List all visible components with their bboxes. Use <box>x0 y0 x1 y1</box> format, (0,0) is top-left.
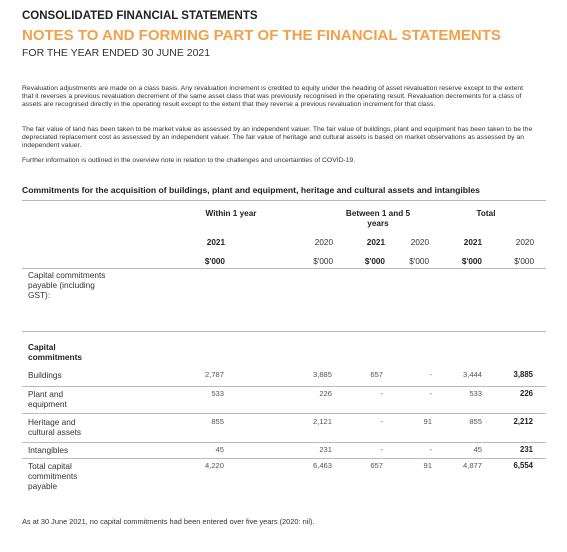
cell: 3,885 <box>513 370 533 379</box>
row-label: Plant and equipment <box>28 389 67 409</box>
cell: 45 <box>215 445 224 454</box>
cell: 2,121 <box>312 417 332 426</box>
cell: 6,463 <box>312 461 332 470</box>
cell: 3,885 <box>312 370 332 379</box>
cell: 533 <box>211 389 224 398</box>
unit-header: $'000 <box>461 257 482 266</box>
paragraph-revaluation: Revaluation adjustments are made on a class basis. Any revaluation increment is credited to equity under the heading of asset revaluation reserve except to the extent that it reverses a previous revaluation decrement of the same asset class that was previously recognised in the operating result. Revaluation decrements for a class of assets are recognised directly in the operating result except to the extent that they reverse a previous revaluation increment for that class. <box>22 85 523 109</box>
cell: - <box>429 445 432 454</box>
year-header: 2021 <box>463 238 482 247</box>
divider <box>22 268 546 269</box>
cell: 4,220 <box>204 461 224 470</box>
unit-header: $'000 <box>313 257 333 266</box>
page-title: NOTES TO AND FORMING PART OF THE FINANCIAL STATEMENTS <box>22 27 501 44</box>
cell: 3,444 <box>462 370 482 379</box>
cell: 231 <box>519 445 533 454</box>
year-header: 2021 <box>366 238 385 247</box>
cell: 91 <box>423 417 432 426</box>
row-label: Total capital commitments payable <box>28 461 78 491</box>
unit-header: $'000 <box>409 257 429 266</box>
footnote: As at 30 June 2021, no capital commitments had been entered over five years (2020: nil). <box>22 517 315 526</box>
header-title: CONSOLIDATED FINANCIAL STATEMENTS <box>22 10 258 22</box>
cell: 45 <box>473 445 482 454</box>
year-header: 2021 <box>206 238 225 247</box>
unit-header: $'000 <box>514 257 534 266</box>
unit-header: $'000 <box>364 257 385 266</box>
divider <box>22 331 546 332</box>
paragraph-covid: Further information is outlined in the overview note in relation to the challenges and uncertainties of COVID-19. <box>22 157 356 164</box>
cell: 657 <box>370 370 383 379</box>
table-row <box>0 413 567 443</box>
cell: 657 <box>370 461 383 470</box>
group-header-between-1-and-5-years: Between 1 and 5 years <box>345 209 411 228</box>
page-subtitle: FOR THE YEAR ENDED 30 JUNE 2021 <box>22 47 211 59</box>
section-title: Commitments for the acquisition of buildings, plant and equipment, heritage and cultural assets and intangibles <box>22 185 480 195</box>
year-header: 2020 <box>410 238 429 247</box>
cell: 2,212 <box>513 417 533 426</box>
cell: - <box>380 389 383 398</box>
cell: - <box>429 370 432 379</box>
divider <box>22 200 546 201</box>
cell: 4,877 <box>462 461 482 470</box>
year-header: 2020 <box>515 238 534 247</box>
section-label: Capital commitments <box>28 342 82 362</box>
cell: - <box>380 417 383 426</box>
paragraph-fair-value: The fair value of land has been taken to be market value as assessed by an independent valuer. The fair value of buildings, plant and equipment has been taken to be the depreciated replacement cost as assessed by an independent valuer. The fair value of heritage and cultural assets is based on market observations as assessed by an independent valuer. <box>22 126 533 150</box>
cell: 226 <box>519 389 533 398</box>
cell: - <box>380 445 383 454</box>
year-header: 2020 <box>314 238 333 247</box>
unit-header: $'000 <box>204 257 225 266</box>
cell: 91 <box>423 461 432 470</box>
group-header-within-1-year: Within 1 year <box>205 209 257 218</box>
cell: 226 <box>319 389 332 398</box>
row-label: Intangibles <box>28 445 69 455</box>
cell: - <box>429 389 432 398</box>
cell: 533 <box>469 389 482 398</box>
table-row <box>0 386 567 414</box>
intro-label: Capital commitments payable (including GST): <box>28 270 106 300</box>
row-label: Heritage and cultural assets <box>28 417 82 437</box>
cell: 231 <box>319 445 332 454</box>
cell: 2,787 <box>204 370 224 379</box>
cell: 855 <box>211 417 224 426</box>
group-header-total: Total <box>476 209 496 218</box>
table-row <box>0 442 567 458</box>
cell: 855 <box>469 417 482 426</box>
row-label: Buildings <box>28 370 62 380</box>
cell: 6,554 <box>513 461 533 470</box>
table-row <box>0 367 567 387</box>
table-row-total <box>0 458 567 500</box>
